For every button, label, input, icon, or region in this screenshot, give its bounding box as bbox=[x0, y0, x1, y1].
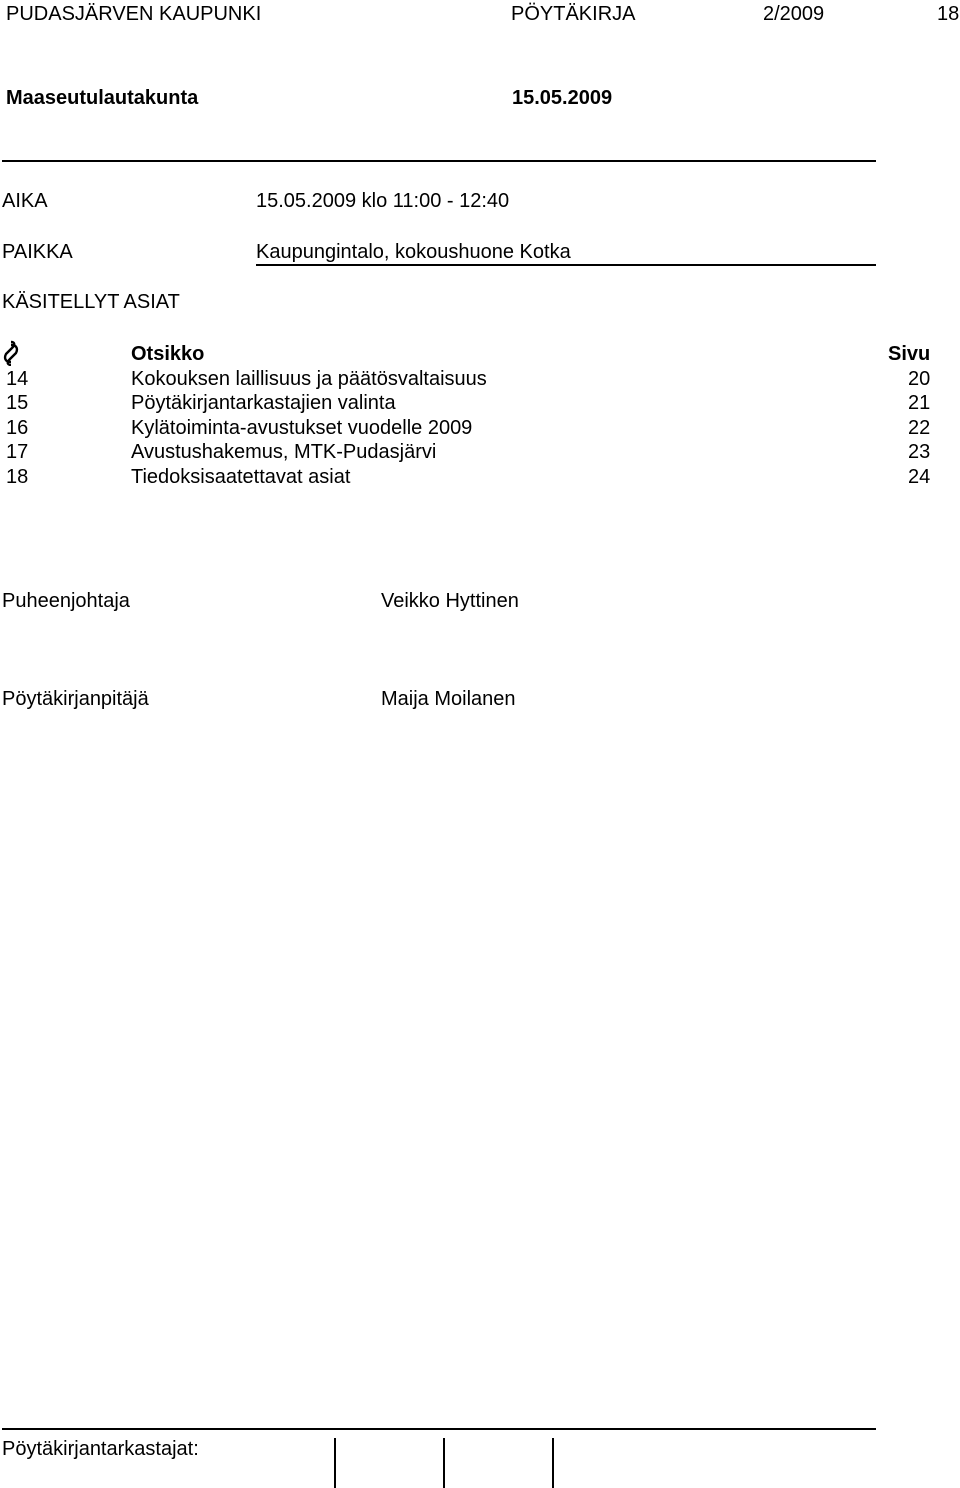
inspectors-label: Pöytäkirjantarkastajat: bbox=[2, 1438, 199, 1460]
time-value: 15.05.2009 klo 11:00 - 12:40 bbox=[256, 190, 510, 212]
place-label: PAIKKA bbox=[2, 241, 73, 263]
agenda-item-title: Pöytäkirjantarkastajien valinta bbox=[131, 392, 396, 414]
agenda-item-title: Avustushakemus, MTK-Pudasjärvi bbox=[131, 441, 437, 463]
section-sign-icon-svg bbox=[2, 340, 20, 366]
document-type: PÖYTÄKIRJA bbox=[511, 3, 636, 25]
chair-label: Puheenjohtaja bbox=[2, 590, 130, 612]
agenda-item-title: Kokouksen laillisuus ja päätösvaltaisuus bbox=[131, 368, 487, 390]
agenda-item-page: 21 bbox=[908, 392, 931, 414]
agenda-item-page: 24 bbox=[908, 466, 931, 488]
document-number: 2/2009 bbox=[763, 3, 825, 25]
agenda-item-number: 16 bbox=[6, 417, 29, 439]
agenda-item-page: 20 bbox=[908, 368, 931, 390]
agenda-item-page: 23 bbox=[908, 441, 931, 463]
signature-box-divider bbox=[552, 1438, 554, 1488]
agenda-item-title: Tiedoksisaatettavat asiat bbox=[131, 466, 351, 488]
signature-box-divider bbox=[443, 1438, 445, 1488]
table-heading-page: Sivu bbox=[888, 343, 931, 365]
section-sign-icon bbox=[2, 340, 20, 366]
agenda-item-number: 14 bbox=[6, 368, 29, 390]
section-title: KÄSITELLYT ASIAT bbox=[2, 291, 180, 313]
organization-name: PUDASJÄRVEN KAUPUNKI bbox=[6, 3, 262, 25]
agenda-item-number: 15 bbox=[6, 392, 29, 414]
table-heading-title: Otsikko bbox=[131, 343, 205, 365]
footer-rule bbox=[2, 1428, 876, 1430]
time-label: AIKA bbox=[2, 190, 48, 212]
place-rule bbox=[256, 264, 876, 266]
agenda-item-page: 22 bbox=[908, 417, 931, 439]
secretary-label: Pöytäkirjanpitäjä bbox=[2, 688, 149, 710]
header-rule bbox=[2, 160, 876, 162]
committee-name: Maaseutulautakunta bbox=[6, 87, 199, 109]
place-value: Kaupungintalo, kokoushuone Kotka bbox=[256, 241, 571, 263]
page-number: 18 bbox=[937, 3, 960, 25]
secretary-name: Maija Moilanen bbox=[381, 688, 516, 710]
agenda-item-title: Kylätoiminta-avustukset vuodelle 2009 bbox=[131, 417, 473, 439]
chair-name: Veikko Hyttinen bbox=[381, 590, 519, 612]
meeting-date: 15.05.2009 bbox=[512, 87, 613, 109]
agenda-item-number: 17 bbox=[6, 441, 29, 463]
agenda-item-number: 18 bbox=[6, 466, 29, 488]
signature-box-divider bbox=[334, 1438, 336, 1488]
